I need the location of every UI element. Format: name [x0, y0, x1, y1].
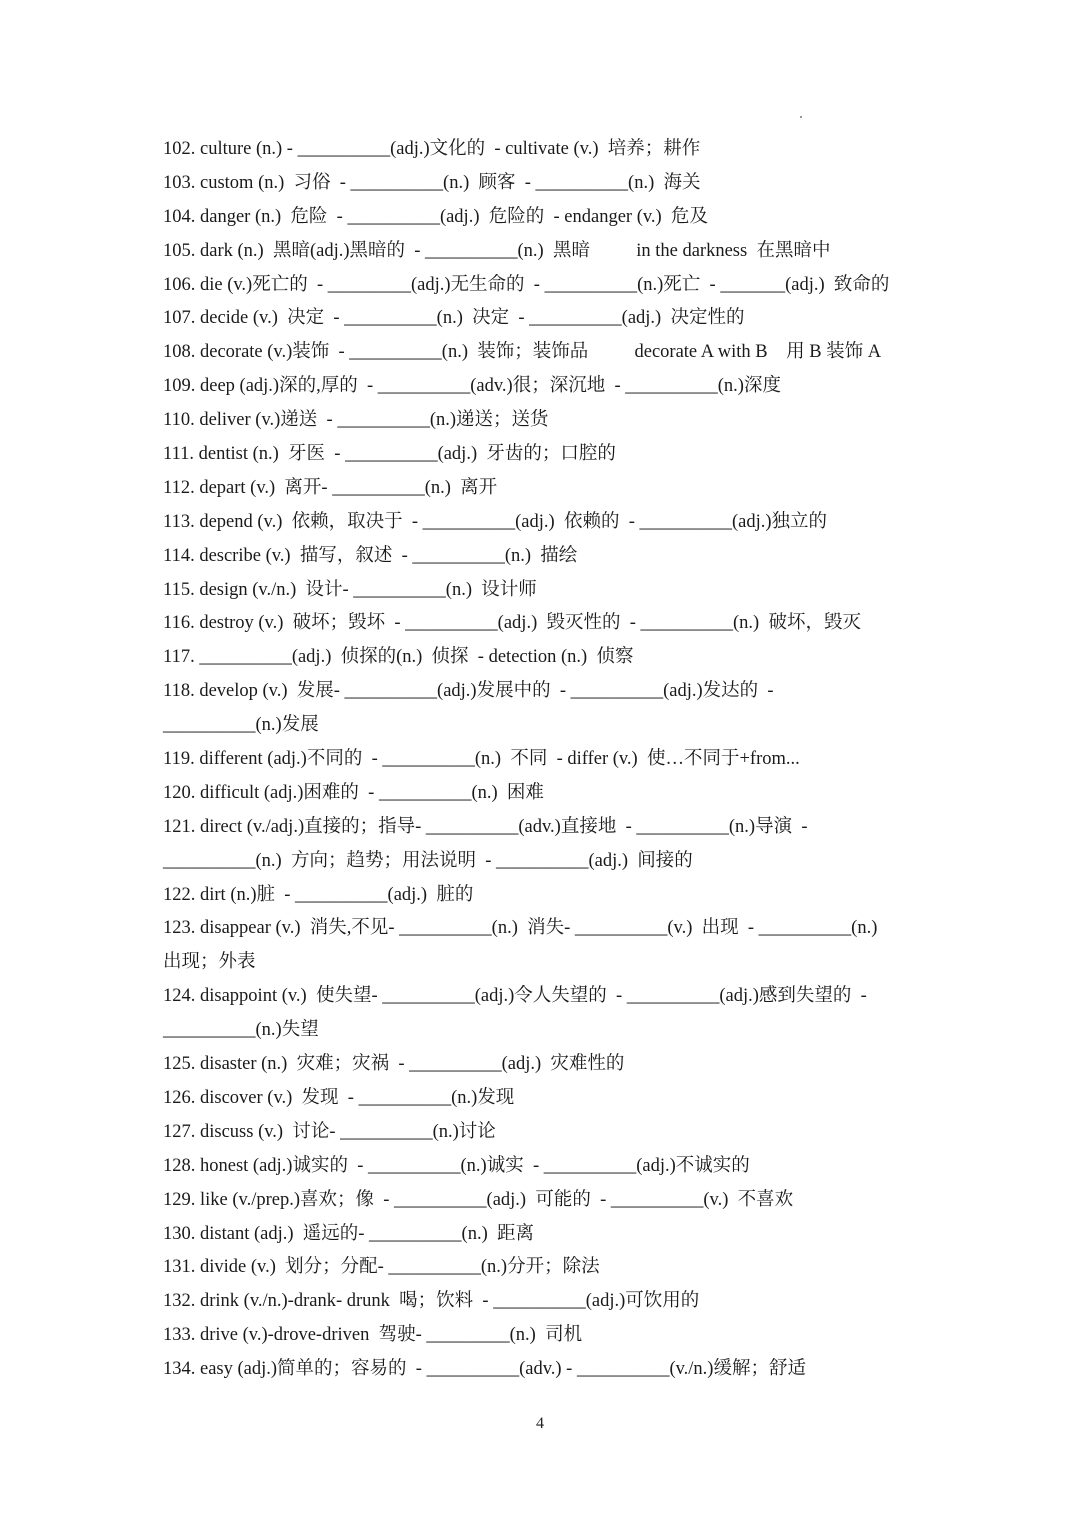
- vocab-line-text: 129. like (v./prep.)喜欢；像 - __________(adj.) 可能的 - __________(v.) 不喜欢: [163, 1189, 794, 1210]
- vocab-line-text: 130. distant (adj.) 遥远的- __________(n.) 距离: [163, 1223, 534, 1244]
- vocabulary-list: [163, 133, 963, 1387]
- vocab-line-text: 118. develop (v.) 发展- __________(adj.)发展中的 - __________(adj.)发达的 -: [163, 681, 774, 702]
- vocab-line-text: 125. disaster (n.) 灾难；灾祸 - __________(adj.) 灾难性的: [163, 1054, 625, 1075]
- vocab-line: [163, 675, 963, 709]
- page-number: 4: [536, 1415, 544, 1432]
- vocab-line: [163, 1285, 963, 1319]
- vocab-line: [163, 1251, 963, 1285]
- vocab-line: [163, 506, 963, 540]
- vocab-line-text: 出现；外表: [163, 952, 256, 973]
- vocab-line: [163, 438, 963, 472]
- vocab-line: [163, 641, 963, 675]
- vocab-line: [163, 879, 963, 913]
- vocab-line-text: 116. destroy (v.) 破坏；毁坏 - __________(adj.) 毁灭性的 - __________(n.) 破坏，毁灭: [163, 613, 861, 634]
- vocab-line-text: 119. different (adj.)不同的 - __________(n.) 不同 - differ (v.) 使…不同于+from...: [163, 749, 800, 770]
- vocab-line: [163, 811, 963, 845]
- vocab-line: [163, 1218, 963, 1252]
- vocab-line: [163, 709, 963, 743]
- vocab-line-text: 131. divide (v.) 划分；分配- __________(n.)分开；除法: [163, 1257, 600, 1278]
- vocab-line-text: 117. __________(adj.) 侦探的(n.) 侦探 - detection (n.) 侦察: [163, 647, 634, 668]
- vocab-line: [163, 167, 963, 201]
- vocab-line-text: 133. drive (v.)-drove-driven 驾驶- _________(n.) 司机: [163, 1325, 583, 1346]
- vocab-line: [163, 1353, 963, 1387]
- vocab-line-text: 107. decide (v.) 决定 - __________(n.) 决定 - __________(adj.) 决定性的: [163, 308, 745, 329]
- vocab-line-text: 112. depart (v.) 离开- __________(n.) 离开: [163, 477, 498, 498]
- vocab-line-text: 115. design (v./n.) 设计- __________(n.) 设计师: [163, 579, 537, 600]
- vocab-line: [163, 980, 963, 1014]
- vocab-line: [163, 1116, 963, 1150]
- vocab-line: [163, 1150, 963, 1184]
- vocab-line: [163, 201, 963, 235]
- vocab-line-text: 111. dentist (n.) 牙医 - __________(adj.) 牙齿的；口腔的: [163, 444, 616, 465]
- vocab-line: [163, 912, 963, 946]
- vocab-line-text: 110. deliver (v.)递送 - __________(n.)递送；送货: [163, 410, 549, 431]
- vocab-line: [163, 370, 963, 404]
- vocab-line: [163, 472, 963, 506]
- vocab-line-text: 132. drink (v./n.)-drank- drunk 喝；饮料 - __________(adj.)可饮用的: [163, 1291, 700, 1312]
- vocab-line-text: 127. discuss (v.) 讨论- __________(n.)讨论: [163, 1121, 496, 1142]
- vocab-line-text: __________(n.)失望: [163, 1020, 319, 1041]
- vocab-line: [163, 607, 963, 641]
- vocab-line: [163, 946, 963, 980]
- vocab-line-text: 104. danger (n.) 危险 - __________(adj.) 危险的 - endanger (v.) 危及: [163, 206, 708, 227]
- vocab-line-text: 123. disappear (v.) 消失,不见- __________(n.) 消失- __________(v.) 出现 - __________(n.): [163, 918, 878, 939]
- vocab-line-text: 113. depend (v.) 依赖，取决于 - __________(adj.) 依赖的 - __________(adj.)独立的: [163, 511, 828, 532]
- vocab-line-text: 121. direct (v./adj.)直接的；指导- __________(adv.)直接地 - __________(n.)导演 -: [163, 816, 808, 837]
- vocab-line-text: 102. culture (n.) - __________(adj.)文化的 - cultivate (v.) 培养；耕作: [163, 139, 701, 159]
- vocab-line: [163, 133, 963, 167]
- vocab-line-text: 120. difficult (adj.)困难的 - __________(n.) 困难: [163, 782, 544, 803]
- vocab-line: [163, 574, 963, 608]
- vocab-line-text: 128. honest (adj.)诚实的 - __________(n.)诚实 - __________(adj.)不诚实的: [163, 1155, 750, 1176]
- vocab-line: [163, 235, 963, 269]
- vocab-line-text: 108. decorate (v.)装饰 - __________(n.) 装饰；装饰品 decorate A with B 用 B 装饰 A: [163, 342, 882, 363]
- vocab-line: [163, 1014, 963, 1048]
- vocab-line-text: 122. dirt (n.)脏 - __________(adj.) 脏的: [163, 884, 474, 905]
- vocab-line: [163, 777, 963, 811]
- vocab-line-text: 106. die (v.)死亡的 - _________(adj.)无生命的 - __________(n.)死亡 - _______(adj.) 致命的: [163, 274, 890, 295]
- vocab-line: [163, 1319, 963, 1353]
- vocab-line-text: 109. deep (adj.)深的,厚的 - __________(adv.)很；深沉地 - __________(n.)深度: [163, 376, 781, 397]
- vocab-line: [163, 336, 963, 370]
- vocab-line-text: 124. disappoint (v.) 使失望- __________(adj.)令人失望的 - __________(adj.)感到失望的 -: [163, 986, 867, 1007]
- vocab-line-text: 114. describe (v.) 描写，叙述 - __________(n.) 描绘: [163, 545, 578, 566]
- vocab-line-text: 134. easy (adj.)简单的；容易的 - __________(adv.) - __________(v./n.)缓解；舒适: [163, 1359, 806, 1380]
- vocab-line-text: 126. discover (v.) 发现 - __________(n.)发现: [163, 1087, 515, 1108]
- vocab-line: [163, 1082, 963, 1116]
- vocab-line: [163, 1184, 963, 1218]
- vocab-line: [163, 845, 963, 879]
- vocab-line-text: 103. custom (n.) 习俗 - __________(n.) 顾客 - __________(n.) 海关: [163, 172, 701, 193]
- vocab-line-text: __________(n.)发展: [163, 715, 319, 736]
- vocab-line-text: __________(n.) 方向；趋势；用法说明 - __________(adj.) 间接的: [163, 850, 693, 871]
- vocab-line: [163, 302, 963, 336]
- scan-speck: [800, 116, 802, 118]
- vocab-line: [163, 269, 963, 303]
- vocab-line-text: 105. dark (n.) 黑暗(adj.)黑暗的 - __________(n.) 黑暗 in the darkness 在黑暗中: [163, 240, 831, 261]
- vocab-line: [163, 1048, 963, 1082]
- vocab-line: [163, 404, 963, 438]
- vocab-line: [163, 743, 963, 777]
- vocab-line: [163, 540, 963, 574]
